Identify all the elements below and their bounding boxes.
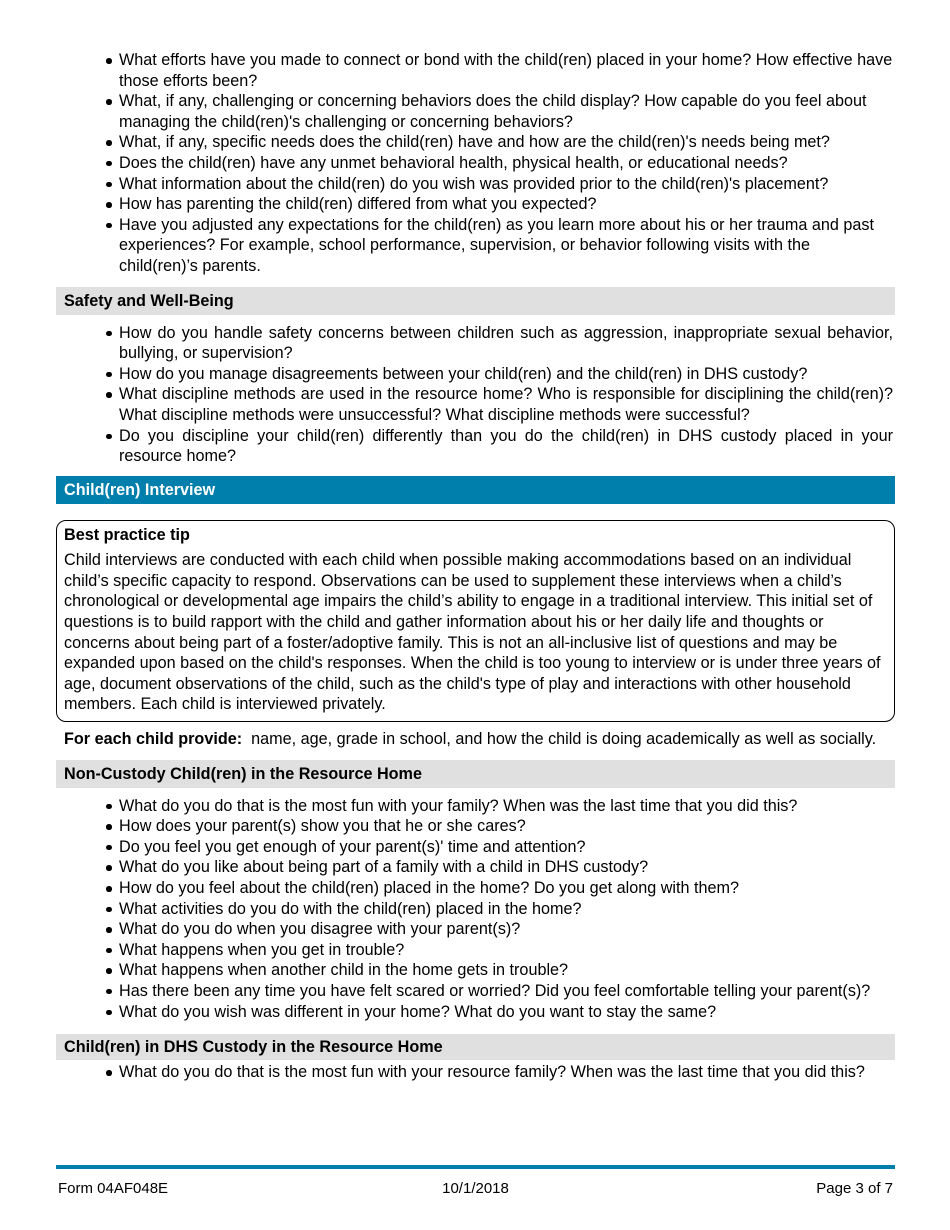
list-item: What do you do that is the most fun with your family? When was the last time that you did this? — [119, 796, 895, 817]
interview-section-heading: Child(ren) Interview — [56, 476, 895, 504]
list-item: What do you do that is the most fun with your resource family? When was the last time that you did this? — [119, 1062, 895, 1083]
form-number: Form 04AF048E — [58, 1180, 169, 1197]
list-item: What happens when you get in trouble? — [119, 940, 895, 961]
dhs-custody-bullet-list — [56, 1062, 895, 1083]
safety-bullet-list — [56, 323, 895, 467]
non-custody-section-heading: Non-Custody Child(ren) in the Resource Home — [56, 760, 895, 788]
tip-text: Child interviews are conducted with each child when possible making accommodations based on an individual child’s specific capacity to respond. Observations can be used to supplement these interviews when a child’s chronological or developmental age impairs the child’s ability to engage in a traditional interview. This initial set of questions is to build rapport with the child and gather information about his or her daily life and thoughts or concerns about being part of a foster/adoptive family. This is not an all-inclusive list of questions and may be expanded upon based on the child's responses. When the child is too young to interview or is under three years of age, document observations of the child, such as the child's type of play and interactions with other household members. Each child is interviewed privately. — [64, 551, 881, 714]
provide-text: name, age, grade in school, and how the child is doing academically as well as socially. — [251, 730, 877, 749]
list-item: What efforts have you made to connect or bond with the child(ren) placed in your home? How effective have those efforts been? — [119, 50, 895, 91]
list-item: What happens when another child in the home gets in trouble? — [119, 960, 895, 981]
list-item: What do you do when you disagree with your parent(s)? — [119, 919, 895, 940]
list-item: What, if any, challenging or concerning behaviors does the child display? How capable do you feel about managing the child(ren)'s challenging or concerning behaviors? — [119, 91, 895, 132]
list-item: How has parenting the child(ren) differed from what you expected? — [119, 194, 895, 215]
list-item: Do you discipline your child(ren) differently than you do the child(ren) in DHS custody placed in your resource home? — [119, 426, 893, 466]
list-item: Has there been any time you have felt scared or worried? Did you feel comfortable telling your parent(s)? — [119, 981, 895, 1002]
provide-label: For each child provide: — [64, 730, 243, 749]
list-item: Does the child(ren) have any unmet behavioral health, physical health, or educational needs? — [119, 153, 895, 174]
list-item: How do you manage disagreements between your child(ren) and the child(ren) in DHS custody? — [119, 364, 895, 385]
page-footer — [58, 1180, 893, 1200]
list-item: Have you adjusted any expectations for the child(ren) as you learn more about his or her trauma and past experiences? For example, school performance, supervision, or behavior following visits with the child(ren)’s parents. — [119, 215, 895, 277]
page-content — [56, 50, 895, 1083]
non-custody-bullet-list — [56, 796, 895, 1023]
form-date: 10/1/2018 — [442, 1180, 509, 1197]
dhs-custody-section-heading: Child(ren) in DHS Custody in the Resource Home — [56, 1034, 895, 1060]
list-item: Do you feel you get enough of your parent(s)' time and attention? — [119, 837, 895, 858]
list-item: What, if any, specific needs does the child(ren) have and how are the child(ren)'s needs being met? — [119, 132, 895, 153]
list-item: What do you wish was different in your home? What do you want to stay the same? — [119, 1002, 895, 1023]
list-item: What information about the child(ren) do you wish was provided prior to the child(ren)'s placement? — [119, 174, 895, 195]
safety-section-heading: Safety and Well-Being — [56, 287, 895, 315]
list-item: What discipline methods are used in the resource home? Who is responsible for disciplining the child(ren)? What discipline methods were unsuccessful? What discipline methods were successful? — [119, 385, 893, 424]
provide-instructions — [56, 729, 895, 750]
tip-title: Best practice tip — [64, 525, 190, 544]
list-item: How do you handle safety concerns between children such as aggression, inappropriate sexual behavior, bullying, or supervision? — [119, 323, 893, 363]
list-item: What activities do you do with the child(ren) placed in the home? — [119, 899, 895, 920]
list-item: What do you like about being part of a family with a child in DHS custody? — [119, 857, 895, 878]
footer-divider — [56, 1165, 895, 1169]
page-number: Page 3 of 7 — [816, 1180, 893, 1197]
intro-bullet-list — [56, 50, 895, 277]
best-practice-tip-box — [56, 520, 895, 722]
list-item: How does your parent(s) show you that he or she cares? — [119, 816, 895, 837]
list-item: How do you feel about the child(ren) placed in the home? Do you get along with them? — [119, 878, 895, 899]
